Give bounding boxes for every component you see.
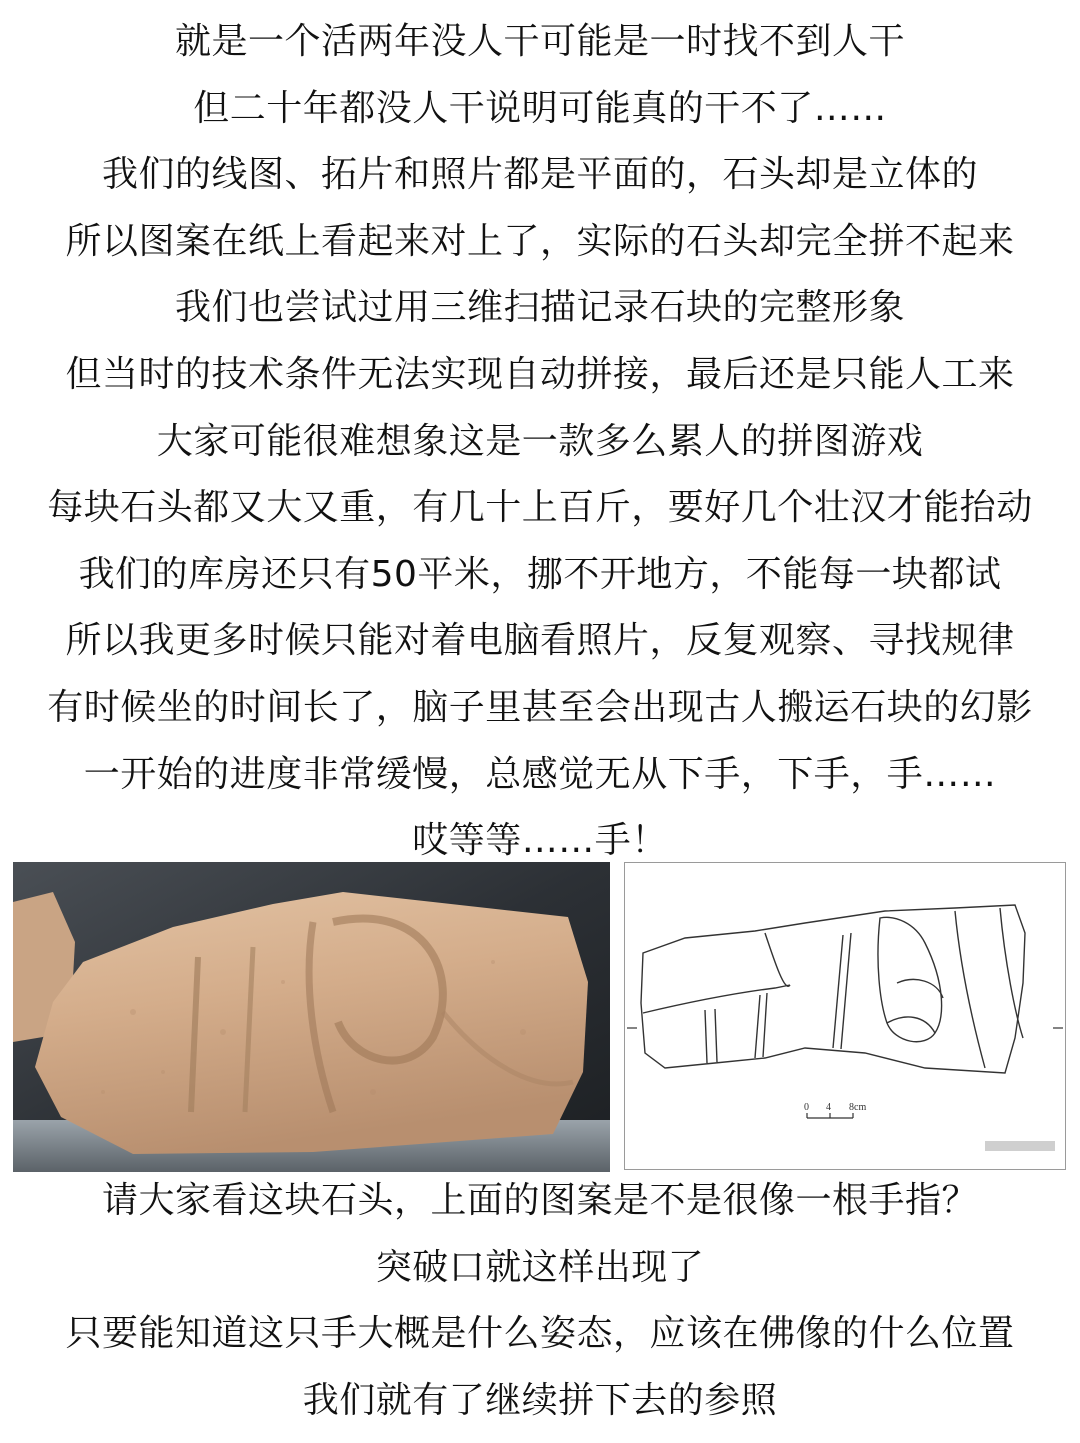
watermark-mark: [985, 1141, 1055, 1151]
stone-photo: [13, 862, 610, 1172]
scale-tick-label: 8cm: [849, 1102, 867, 1113]
text-line: 哎等等……手！: [412, 820, 668, 862]
text-line: 我们也尝试过用三维扫描记录石块的完整形象: [174, 287, 905, 329]
scale-tick-label: 0: [804, 1102, 809, 1113]
text-line: 就是一个活两年没人干可能是一时找不到人干: [174, 21, 905, 62]
text-line: 但当时的技术条件无法实现自动拼接，最后还是只能人工来: [65, 353, 1015, 395]
text-line: 所以我更多时候只能对着电脑看照片，反复观察、寻找规律: [65, 620, 1015, 662]
text-line: 大家可能很难想象这是一款多么累人的拼图游戏: [156, 420, 924, 462]
text-line: 我们就有了继续拼下去的参照: [302, 1379, 778, 1421]
text-line: 所以图案在纸上看起来对上了，实际的石头却完全拼不起来: [65, 220, 1015, 262]
text-line: 突破口就这样出现了: [375, 1246, 705, 1288]
stone-photo-graphic: [13, 862, 610, 1172]
upper-paragraph: [0, 9, 1080, 875]
text-line: 只要能知道这只手大概是什么姿态，应该在佛像的什么位置: [65, 1313, 1015, 1355]
text-line: 每块石头都又大又重，有几十上百斤，要好几个壮汉才能抬动: [47, 487, 1033, 529]
text-line: 但二十年都没人干说明可能真的干不了……: [193, 87, 887, 129]
text-line: 请大家看这块石头，上面的图案是不是很像一根手指？: [101, 1180, 978, 1221]
text-line: 一开始的进度非常缓慢，总感觉无从下手，下手，手……: [83, 753, 997, 795]
scale-tick-label: 4: [826, 1102, 831, 1113]
text-line: 有时候坐的时间长了，脑子里甚至会出现古人搬运石块的幻影: [47, 686, 1033, 728]
lower-paragraph: [0, 1168, 1080, 1434]
text-line: 我们的库房还只有50平米，挪不开地方，不能每一块都试: [78, 553, 1002, 595]
text-line: 我们的线图、拓片和照片都是平面的，石头却是立体的: [101, 154, 978, 196]
stone-line-drawing: [624, 862, 1066, 1170]
line-drawing-graphic: [625, 863, 1065, 1169]
